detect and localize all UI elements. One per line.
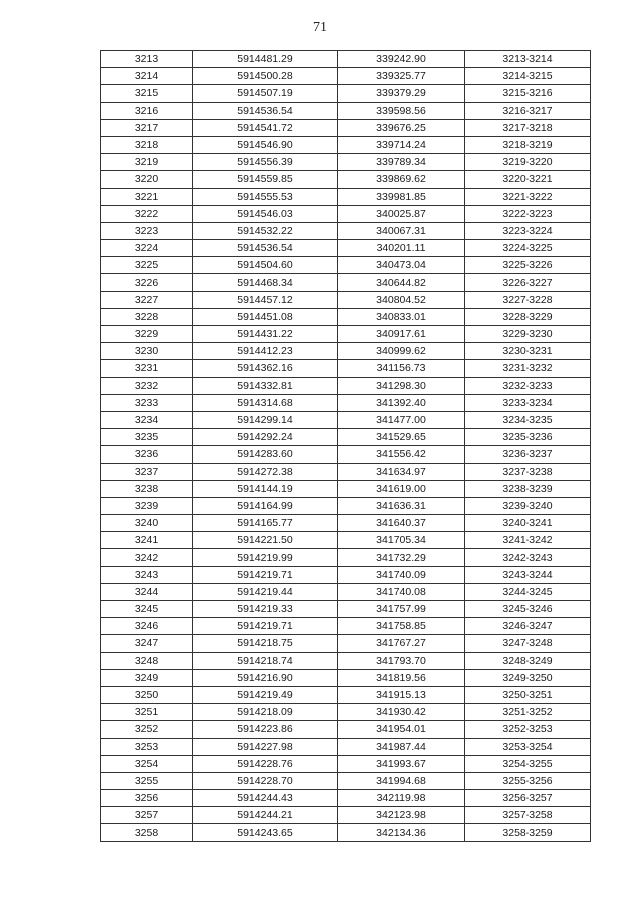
x-coordinate-cell: 5914227.98 [193, 738, 338, 755]
point-number-cell: 3216 [101, 102, 193, 119]
segment-cell: 3240-3241 [465, 515, 591, 532]
y-coordinate-cell: 340473.04 [338, 257, 465, 274]
y-coordinate-cell: 341993.67 [338, 755, 465, 772]
y-coordinate-cell: 341392.40 [338, 394, 465, 411]
x-coordinate-cell: 5914216.90 [193, 669, 338, 686]
segment-cell: 3256-3257 [465, 790, 591, 807]
table-row [101, 601, 591, 618]
y-coordinate-cell: 339676.25 [338, 119, 465, 136]
table-row [101, 583, 591, 600]
y-coordinate-cell: 342123.98 [338, 807, 465, 824]
y-coordinate-cell: 339325.77 [338, 68, 465, 85]
table-row [101, 669, 591, 686]
x-coordinate-cell: 5914219.44 [193, 583, 338, 600]
x-coordinate-cell: 5914314.68 [193, 394, 338, 411]
segment-cell: 3234-3235 [465, 411, 591, 428]
y-coordinate-cell: 339379.29 [338, 85, 465, 102]
y-coordinate-cell: 342119.98 [338, 790, 465, 807]
x-coordinate-cell: 5914536.54 [193, 240, 338, 257]
point-number-cell: 3251 [101, 704, 193, 721]
table-row [101, 635, 591, 652]
y-coordinate-cell: 340201.11 [338, 240, 465, 257]
segment-cell: 3216-3217 [465, 102, 591, 119]
x-coordinate-cell: 5914412.23 [193, 343, 338, 360]
point-number-cell: 3241 [101, 532, 193, 549]
segment-cell: 3252-3253 [465, 721, 591, 738]
point-number-cell: 3245 [101, 601, 193, 618]
x-coordinate-cell: 5914219.99 [193, 549, 338, 566]
y-coordinate-cell: 341793.70 [338, 652, 465, 669]
y-coordinate-cell: 341767.27 [338, 635, 465, 652]
x-coordinate-cell: 5914532.22 [193, 222, 338, 239]
y-coordinate-cell: 340644.82 [338, 274, 465, 291]
segment-cell: 3218-3219 [465, 136, 591, 153]
point-number-cell: 3227 [101, 291, 193, 308]
table-row [101, 704, 591, 721]
x-coordinate-cell: 5914332.81 [193, 377, 338, 394]
x-coordinate-cell: 5914457.12 [193, 291, 338, 308]
y-coordinate-cell: 341954.01 [338, 721, 465, 738]
x-coordinate-cell: 5914292.24 [193, 429, 338, 446]
x-coordinate-cell: 5914299.14 [193, 411, 338, 428]
table-row [101, 326, 591, 343]
segment-cell: 3232-3233 [465, 377, 591, 394]
x-coordinate-cell: 5914219.71 [193, 566, 338, 583]
y-coordinate-cell: 341740.09 [338, 566, 465, 583]
table-row [101, 68, 591, 85]
point-number-cell: 3238 [101, 480, 193, 497]
segment-cell: 3214-3215 [465, 68, 591, 85]
x-coordinate-cell: 5914244.21 [193, 807, 338, 824]
x-coordinate-cell: 5914283.60 [193, 446, 338, 463]
x-coordinate-cell: 5914228.76 [193, 755, 338, 772]
table-row [101, 377, 591, 394]
point-number-cell: 3256 [101, 790, 193, 807]
segment-cell: 3219-3220 [465, 154, 591, 171]
x-coordinate-cell: 5914223.86 [193, 721, 338, 738]
y-coordinate-cell: 340067.31 [338, 222, 465, 239]
y-coordinate-cell: 340025.87 [338, 205, 465, 222]
point-number-cell: 3258 [101, 824, 193, 841]
y-coordinate-cell: 341915.13 [338, 686, 465, 703]
point-number-cell: 3229 [101, 326, 193, 343]
segment-cell: 3235-3236 [465, 429, 591, 446]
point-number-cell: 3237 [101, 463, 193, 480]
table-row [101, 291, 591, 308]
point-number-cell: 3224 [101, 240, 193, 257]
table-row [101, 618, 591, 635]
segment-cell: 3254-3255 [465, 755, 591, 772]
x-coordinate-cell: 5914243.65 [193, 824, 338, 841]
table-row [101, 772, 591, 789]
table-row [101, 532, 591, 549]
point-number-cell: 3219 [101, 154, 193, 171]
x-coordinate-cell: 5914541.72 [193, 119, 338, 136]
y-coordinate-cell: 341705.34 [338, 532, 465, 549]
table-row [101, 257, 591, 274]
x-coordinate-cell: 5914165.77 [193, 515, 338, 532]
segment-cell: 3239-3240 [465, 497, 591, 514]
point-number-cell: 3255 [101, 772, 193, 789]
point-number-cell: 3232 [101, 377, 193, 394]
y-coordinate-cell: 340833.01 [338, 308, 465, 325]
point-number-cell: 3240 [101, 515, 193, 532]
y-coordinate-cell: 341634.97 [338, 463, 465, 480]
point-number-cell: 3253 [101, 738, 193, 755]
table-row [101, 136, 591, 153]
point-number-cell: 3230 [101, 343, 193, 360]
x-coordinate-cell: 5914164.99 [193, 497, 338, 514]
segment-cell: 3228-3229 [465, 308, 591, 325]
table-row [101, 686, 591, 703]
point-number-cell: 3246 [101, 618, 193, 635]
segment-cell: 3233-3234 [465, 394, 591, 411]
point-number-cell: 3239 [101, 497, 193, 514]
y-coordinate-cell: 341994.68 [338, 772, 465, 789]
segment-cell: 3227-3228 [465, 291, 591, 308]
y-coordinate-cell: 340999.62 [338, 343, 465, 360]
y-coordinate-cell: 339714.24 [338, 136, 465, 153]
segment-cell: 3250-3251 [465, 686, 591, 703]
y-coordinate-cell: 339598.56 [338, 102, 465, 119]
point-number-cell: 3236 [101, 446, 193, 463]
point-number-cell: 3218 [101, 136, 193, 153]
segment-cell: 3253-3254 [465, 738, 591, 755]
y-coordinate-cell: 341757.99 [338, 601, 465, 618]
x-coordinate-cell: 5914218.09 [193, 704, 338, 721]
x-coordinate-cell: 5914228.70 [193, 772, 338, 789]
x-coordinate-cell: 5914500.28 [193, 68, 338, 85]
table-row [101, 480, 591, 497]
segment-cell: 3217-3218 [465, 119, 591, 136]
table-row [101, 360, 591, 377]
table-row [101, 411, 591, 428]
table-row [101, 652, 591, 669]
segment-cell: 3238-3239 [465, 480, 591, 497]
segment-cell: 3245-3246 [465, 601, 591, 618]
y-coordinate-cell: 341740.08 [338, 583, 465, 600]
x-coordinate-cell: 5914219.49 [193, 686, 338, 703]
y-coordinate-cell: 340917.61 [338, 326, 465, 343]
segment-cell: 3257-3258 [465, 807, 591, 824]
page-number: 71 [313, 20, 327, 35]
point-number-cell: 3250 [101, 686, 193, 703]
y-coordinate-cell: 339869.62 [338, 171, 465, 188]
segment-cell: 3222-3223 [465, 205, 591, 222]
segment-cell: 3226-3227 [465, 274, 591, 291]
point-number-cell: 3242 [101, 549, 193, 566]
segment-cell: 3258-3259 [465, 824, 591, 841]
point-number-cell: 3257 [101, 807, 193, 824]
table-row [101, 102, 591, 119]
point-number-cell: 3226 [101, 274, 193, 291]
point-number-cell: 3217 [101, 119, 193, 136]
table-row [101, 85, 591, 102]
table-row [101, 154, 591, 171]
segment-cell: 3243-3244 [465, 566, 591, 583]
x-coordinate-cell: 5914219.71 [193, 618, 338, 635]
point-number-cell: 3249 [101, 669, 193, 686]
x-coordinate-cell: 5914468.34 [193, 274, 338, 291]
segment-cell: 3251-3252 [465, 704, 591, 721]
table-row [101, 446, 591, 463]
x-coordinate-cell: 5914218.74 [193, 652, 338, 669]
table-row [101, 308, 591, 325]
table-row [101, 807, 591, 824]
point-number-cell: 3235 [101, 429, 193, 446]
segment-cell: 3249-3250 [465, 669, 591, 686]
x-coordinate-cell: 5914219.33 [193, 601, 338, 618]
segment-cell: 3224-3225 [465, 240, 591, 257]
table-row [101, 497, 591, 514]
table-row [101, 566, 591, 583]
y-coordinate-cell: 341640.37 [338, 515, 465, 532]
point-number-cell: 3252 [101, 721, 193, 738]
point-number-cell: 3213 [101, 51, 193, 68]
x-coordinate-cell: 5914221.50 [193, 532, 338, 549]
segment-cell: 3231-3232 [465, 360, 591, 377]
x-coordinate-cell: 5914244.43 [193, 790, 338, 807]
y-coordinate-cell: 341156.73 [338, 360, 465, 377]
x-coordinate-cell: 5914481.29 [193, 51, 338, 68]
point-number-cell: 3243 [101, 566, 193, 583]
point-number-cell: 3220 [101, 171, 193, 188]
y-coordinate-cell: 341758.85 [338, 618, 465, 635]
y-coordinate-cell: 339981.85 [338, 188, 465, 205]
table-row [101, 738, 591, 755]
point-number-cell: 3223 [101, 222, 193, 239]
table-row [101, 790, 591, 807]
point-number-cell: 3244 [101, 583, 193, 600]
table-row [101, 515, 591, 532]
point-number-cell: 3234 [101, 411, 193, 428]
y-coordinate-cell: 339242.90 [338, 51, 465, 68]
point-number-cell: 3233 [101, 394, 193, 411]
table-row [101, 205, 591, 222]
y-coordinate-cell: 341636.31 [338, 497, 465, 514]
x-coordinate-cell: 5914546.90 [193, 136, 338, 153]
point-number-cell: 3215 [101, 85, 193, 102]
x-coordinate-cell: 5914559.85 [193, 171, 338, 188]
y-coordinate-cell: 339789.34 [338, 154, 465, 171]
segment-cell: 3248-3249 [465, 652, 591, 669]
table-row [101, 188, 591, 205]
point-number-cell: 3225 [101, 257, 193, 274]
y-coordinate-cell: 340804.52 [338, 291, 465, 308]
x-coordinate-cell: 5914218.75 [193, 635, 338, 652]
table-row [101, 343, 591, 360]
x-coordinate-cell: 5914504.60 [193, 257, 338, 274]
table-row [101, 171, 591, 188]
point-number-cell: 3228 [101, 308, 193, 325]
x-coordinate-cell: 5914272.38 [193, 463, 338, 480]
point-number-cell: 3221 [101, 188, 193, 205]
table-row [101, 463, 591, 480]
segment-cell: 3255-3256 [465, 772, 591, 789]
segment-cell: 3244-3245 [465, 583, 591, 600]
y-coordinate-cell: 341529.65 [338, 429, 465, 446]
point-number-cell: 3247 [101, 635, 193, 652]
y-coordinate-cell: 341930.42 [338, 704, 465, 721]
x-coordinate-cell: 5914144.19 [193, 480, 338, 497]
table-row [101, 721, 591, 738]
table-row [101, 51, 591, 68]
segment-cell: 3215-3216 [465, 85, 591, 102]
point-number-cell: 3214 [101, 68, 193, 85]
x-coordinate-cell: 5914546.03 [193, 205, 338, 222]
point-number-cell: 3222 [101, 205, 193, 222]
segment-cell: 3225-3226 [465, 257, 591, 274]
segment-cell: 3213-3214 [465, 51, 591, 68]
x-coordinate-cell: 5914555.53 [193, 188, 338, 205]
point-number-cell: 3231 [101, 360, 193, 377]
table-row [101, 429, 591, 446]
segment-cell: 3241-3242 [465, 532, 591, 549]
y-coordinate-cell: 341987.44 [338, 738, 465, 755]
table-row [101, 222, 591, 239]
y-coordinate-cell: 342134.36 [338, 824, 465, 841]
y-coordinate-cell: 341556.42 [338, 446, 465, 463]
table-row [101, 119, 591, 136]
x-coordinate-cell: 5914451.08 [193, 308, 338, 325]
x-coordinate-cell: 5914362.16 [193, 360, 338, 377]
segment-cell: 3221-3222 [465, 188, 591, 205]
segment-cell: 3246-3247 [465, 618, 591, 635]
x-coordinate-cell: 5914536.54 [193, 102, 338, 119]
x-coordinate-cell: 5914556.39 [193, 154, 338, 171]
table-row [101, 240, 591, 257]
segment-cell: 3237-3238 [465, 463, 591, 480]
coordinates-table-body [101, 51, 591, 842]
y-coordinate-cell: 341619.00 [338, 480, 465, 497]
table-row [101, 755, 591, 772]
y-coordinate-cell: 341819.56 [338, 669, 465, 686]
segment-cell: 3242-3243 [465, 549, 591, 566]
segment-cell: 3236-3237 [465, 446, 591, 463]
segment-cell: 3223-3224 [465, 222, 591, 239]
y-coordinate-cell: 341477.00 [338, 411, 465, 428]
y-coordinate-cell: 341298.30 [338, 377, 465, 394]
table-row [101, 824, 591, 841]
point-number-cell: 3248 [101, 652, 193, 669]
y-coordinate-cell: 341732.29 [338, 549, 465, 566]
table-row [101, 274, 591, 291]
table-row [101, 549, 591, 566]
segment-cell: 3247-3248 [465, 635, 591, 652]
segment-cell: 3229-3230 [465, 326, 591, 343]
coordinates-table [100, 50, 591, 842]
point-number-cell: 3254 [101, 755, 193, 772]
table-row [101, 394, 591, 411]
segment-cell: 3220-3221 [465, 171, 591, 188]
x-coordinate-cell: 5914431.22 [193, 326, 338, 343]
segment-cell: 3230-3231 [465, 343, 591, 360]
x-coordinate-cell: 5914507.19 [193, 85, 338, 102]
